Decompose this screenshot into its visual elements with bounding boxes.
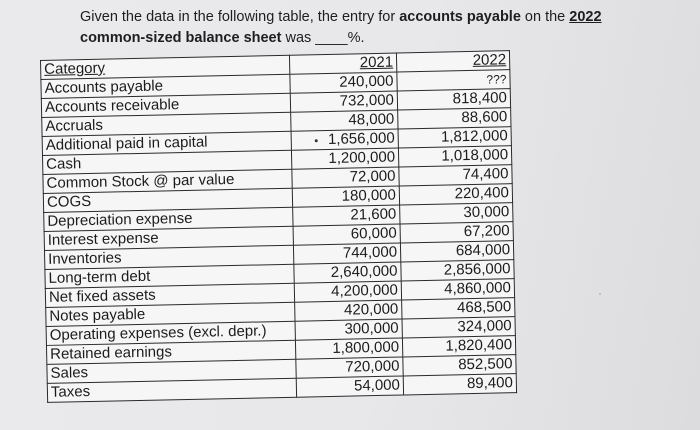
header-2022: 2022	[396, 51, 509, 72]
row-2021: 54,000	[296, 376, 403, 397]
row-category: Notes payable	[46, 302, 295, 326]
row-2022: 324,000	[402, 317, 515, 338]
stray-dot	[315, 139, 318, 142]
row-2021: 744,000	[293, 243, 400, 264]
row-category: Taxes	[47, 378, 296, 402]
row-category: Common Stock @ par value	[43, 169, 292, 193]
row-category: Cash	[42, 150, 291, 174]
question-line2-rest: was	[281, 30, 316, 46]
row-2022: 2,856,000	[401, 260, 514, 281]
row-2022: 220,400	[399, 184, 512, 205]
answer-blank: ____	[315, 30, 348, 46]
row-2021: 4,200,000	[294, 281, 401, 302]
row-2022: 30,000	[400, 203, 513, 224]
row-category: Accounts receivable	[41, 93, 290, 117]
row-2022: 1,018,000	[398, 146, 511, 167]
row-2021: 240,000	[290, 72, 397, 93]
row-2021: 60,000	[293, 224, 400, 245]
question-suffix: %.	[347, 30, 365, 46]
row-category: COGS	[43, 188, 292, 212]
row-2021: 720,000	[296, 357, 403, 378]
row-2022: 818,400	[397, 89, 510, 110]
row-2021: 420,000	[295, 300, 402, 321]
row-category: Interest expense	[44, 226, 293, 250]
question-text	[80, 7, 680, 49]
question-line2-bold: common-sized balance sheet	[80, 30, 282, 46]
row-2022: 684,000	[400, 241, 513, 262]
question-part2: on the	[520, 9, 570, 25]
row-2022: 852,500	[403, 355, 516, 376]
row-2021: 180,000	[292, 186, 399, 207]
row-2022: ???	[397, 70, 510, 91]
row-category: Accounts payable	[41, 74, 290, 98]
row-category: Net fixed assets	[45, 283, 294, 307]
row-2021: 21,600	[293, 205, 400, 226]
row-2022: 1,812,000	[398, 127, 511, 148]
row-2021: 1,800,000	[295, 338, 402, 359]
row-2022: 1,820,400	[402, 336, 515, 357]
row-category: Additional paid in capital	[42, 131, 291, 155]
row-2021: 732,000	[290, 91, 397, 112]
row-category: Retained earnings	[46, 340, 295, 364]
row-category: Long-term debt	[45, 264, 294, 288]
row-2021: 300,000	[295, 319, 402, 340]
header-2021: 2021	[289, 53, 396, 74]
row-2022: 74,400	[399, 165, 512, 186]
row-2022: 89,400	[403, 374, 516, 395]
row-2021: 72,000	[292, 167, 399, 188]
row-category: Sales	[47, 359, 296, 383]
data-table	[40, 50, 517, 403]
row-2021: 1,200,000	[291, 148, 398, 169]
row-category: Accruals	[42, 112, 291, 136]
row-2022: 67,200	[400, 222, 513, 243]
row-category: Inventories	[44, 245, 293, 269]
row-2022: 468,500	[402, 298, 515, 319]
header-category: Category	[41, 55, 290, 79]
question-bold-term: accounts payable	[399, 9, 521, 25]
stray-mark: ·	[598, 286, 602, 300]
row-2022: 88,600	[398, 108, 511, 129]
row-2021: 48,000	[291, 110, 398, 131]
row-2021: 1,656,000	[291, 129, 398, 150]
question-year: 2022	[569, 9, 602, 25]
row-category: Depreciation expense	[44, 207, 293, 231]
row-2021: 2,640,000	[294, 262, 401, 283]
question-part1: Given the data in the following table, the entry for	[80, 9, 400, 25]
row-2022: 4,860,000	[401, 279, 514, 300]
row-category: Operating expenses (excl. depr.)	[46, 321, 295, 345]
